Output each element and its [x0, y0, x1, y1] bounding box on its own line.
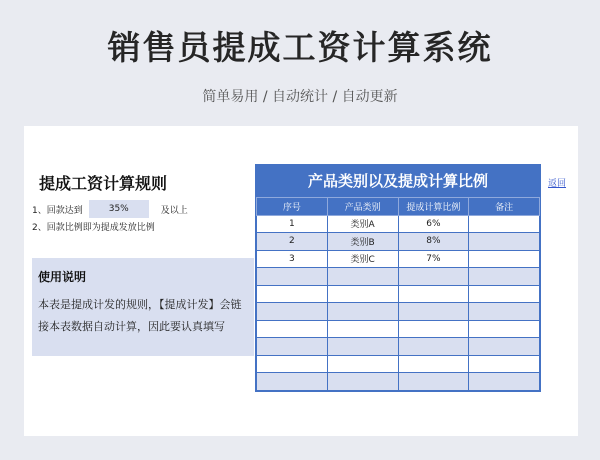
table-row	[257, 373, 540, 391]
table-cell[interactable]	[257, 320, 328, 338]
table-cell[interactable]	[469, 250, 540, 268]
table-cell[interactable]: 7%	[398, 250, 469, 268]
rules-title: 提成工资计算规则	[39, 174, 168, 193]
table-row	[257, 320, 540, 338]
table-cell[interactable]: 类别C	[327, 250, 398, 268]
table-row	[257, 355, 540, 373]
table-cell[interactable]	[469, 233, 540, 251]
table-cell[interactable]	[327, 303, 398, 321]
column-header: 提成计算比例	[398, 198, 469, 216]
table-cell[interactable]	[469, 320, 540, 338]
table-cell[interactable]: 1	[257, 215, 328, 233]
rule-1	[32, 200, 188, 218]
table-cell[interactable]	[327, 355, 398, 373]
table-cell[interactable]	[469, 373, 540, 391]
table-cell[interactable]	[398, 285, 469, 303]
table-cell[interactable]: 类别A	[327, 215, 398, 233]
usage-box	[32, 258, 254, 356]
rule-2: 2、回款比例即为提成发放比例	[32, 223, 155, 233]
table-title: 产品类别以及提成计算比例	[256, 165, 540, 197]
table-cell[interactable]	[398, 303, 469, 321]
table-cell[interactable]	[469, 268, 540, 286]
table-cell[interactable]	[257, 338, 328, 356]
usage-title: 使用说明	[38, 270, 87, 284]
table-cell[interactable]	[257, 268, 328, 286]
column-header: 序号	[257, 198, 328, 216]
table-cell[interactable]	[398, 268, 469, 286]
collection-threshold-cell[interactable]: 35%	[89, 200, 149, 218]
sheet-area	[24, 126, 578, 436]
table-cell[interactable]: 类别B	[327, 233, 398, 251]
table-row	[257, 303, 540, 321]
table-cell[interactable]: 6%	[398, 215, 469, 233]
page-title: 销售员提成工资计算系统	[107, 28, 493, 67]
rule-1-suffix: 及以上	[160, 205, 188, 216]
table-cell[interactable]	[469, 338, 540, 356]
table-cell[interactable]	[398, 373, 469, 391]
table-row	[257, 250, 540, 268]
table-cell[interactable]	[469, 215, 540, 233]
table-cell[interactable]	[327, 268, 398, 286]
table-row	[257, 233, 540, 251]
table-cell[interactable]	[469, 285, 540, 303]
table-cell[interactable]	[398, 320, 469, 338]
table-row	[257, 285, 540, 303]
column-header: 产品类别	[327, 198, 398, 216]
table-row	[257, 338, 540, 356]
table-header-row	[257, 198, 540, 216]
table-row	[257, 215, 540, 233]
table-row	[257, 268, 540, 286]
commission-grid	[256, 197, 540, 391]
table-cell[interactable]	[398, 355, 469, 373]
table-cell[interactable]: 3	[257, 250, 328, 268]
commission-table	[255, 164, 541, 392]
table-cell[interactable]: 8%	[398, 233, 469, 251]
table-cell[interactable]	[257, 373, 328, 391]
table-cell[interactable]	[257, 355, 328, 373]
table-cell[interactable]	[398, 338, 469, 356]
table-cell[interactable]: 2	[257, 233, 328, 251]
table-cell[interactable]	[469, 303, 540, 321]
table-cell[interactable]	[469, 355, 540, 373]
rule-1-prefix: 1、回款达到	[32, 205, 83, 216]
table-cell[interactable]	[327, 373, 398, 391]
table-cell[interactable]	[327, 338, 398, 356]
page-subtitle: 简单易用 / 自动统计 / 自动更新	[202, 89, 398, 105]
back-link[interactable]: 返回	[548, 179, 567, 189]
table-cell[interactable]	[257, 285, 328, 303]
column-header: 备注	[469, 198, 540, 216]
table-cell[interactable]	[327, 320, 398, 338]
usage-text: 本表是提成计发的规则，【提成计发】会链接本表数据自动计算，因此要认真填写	[38, 298, 242, 333]
table-cell[interactable]	[257, 303, 328, 321]
table-cell[interactable]	[327, 285, 398, 303]
